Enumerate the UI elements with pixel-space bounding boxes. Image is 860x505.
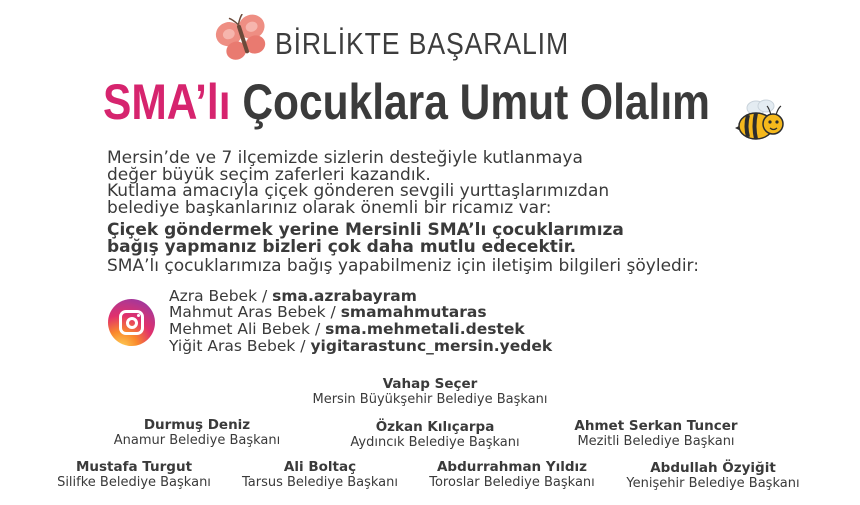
request-line: Çiçek göndermek yerine Mersinli SMA’lı çocuklarımıza	[107, 220, 624, 240]
signatory-name: Mustafa Turgut	[75, 459, 193, 475]
signatory-name: Vahap Seçer	[382, 376, 478, 392]
signatory-title: Toroslar Belediye Başkanı	[429, 475, 595, 490]
signatory-title: Mezitli Belediye Başkanı	[577, 434, 735, 449]
page-kicker: BİRLİKTE BAŞARALIM	[275, 26, 570, 61]
signatory-name: Özkan Kılıçarpa	[375, 419, 495, 435]
signatory-name: Abdurrahman Yıldız	[436, 459, 588, 475]
bee-icon	[734, 98, 786, 144]
butterfly-icon	[214, 14, 272, 64]
message-line: Kutlama amacıyla çiçek gönderen sevgili yurttaşlarımızdan	[107, 181, 610, 201]
contact-name: Mehmet Ali Bebek /	[169, 320, 326, 338]
message-paragraph-1	[107, 150, 583, 184]
instagram-handle[interactable]: sma.azrabayram	[272, 287, 417, 305]
page-title	[103, 72, 710, 132]
signatory-title: Aydıncık Belediye Başkanı	[350, 435, 520, 450]
instagram-handle[interactable]: sma.mehmetali.destek	[325, 320, 525, 338]
message-line: SMA’lı çocuklarımıza bağış yapabilmeniz için iletişim bilgileri şöyledir:	[107, 256, 699, 276]
title-highlight: SMA’lı	[103, 74, 231, 130]
message-line: belediye başkanlarınız olarak önemli bir ricamız var:	[107, 198, 552, 218]
signatory-name: Durmuş Deniz	[143, 417, 251, 433]
signatory-name: Abdullah Özyiğit	[650, 460, 776, 476]
message-paragraph-2	[107, 183, 609, 217]
contact-name: Azra Bebek /	[169, 287, 273, 305]
signatory-title: Anamur Belediye Başkanı	[113, 433, 281, 448]
contact-name: Yiğit Aras Bebek /	[169, 337, 311, 355]
contact-item	[169, 321, 525, 338]
message-request	[107, 222, 624, 256]
contact-item	[169, 338, 552, 355]
contact-name: Mahmut Aras Bebek /	[169, 303, 341, 321]
instagram-icon	[108, 299, 155, 346]
instagram-handle[interactable]: smamahmutaras	[340, 303, 487, 321]
signatory-name: Ali Boltaç	[283, 459, 357, 475]
request-line: bağış yapmanız bizleri çok daha mutlu edecektir.	[107, 237, 577, 257]
signatory-title: Silifke Belediye Başkanı	[57, 475, 211, 490]
title-rest: Çocuklara Umut Olalım	[230, 74, 710, 130]
message-line: Mersin’de ve 7 ilçemizde sizlerin desteğiyle kutlanmaya	[107, 148, 583, 168]
instagram-handle[interactable]: yigitarastunc_mersin.yedek	[310, 337, 553, 355]
signatory-title: Yenişehir Belediye Başkanı	[626, 476, 800, 491]
signatory-title: Mersin Büyükşehir Belediye Başkanı	[312, 392, 548, 407]
signatory-title: Tarsus Belediye Başkanı	[241, 475, 399, 490]
message-line: değer büyük seçim zaferleri kazandık.	[107, 165, 431, 185]
contact-item	[169, 304, 487, 321]
signatory-name: Ahmet Serkan Tuncer	[574, 418, 738, 434]
message-contact-intro	[107, 258, 699, 275]
